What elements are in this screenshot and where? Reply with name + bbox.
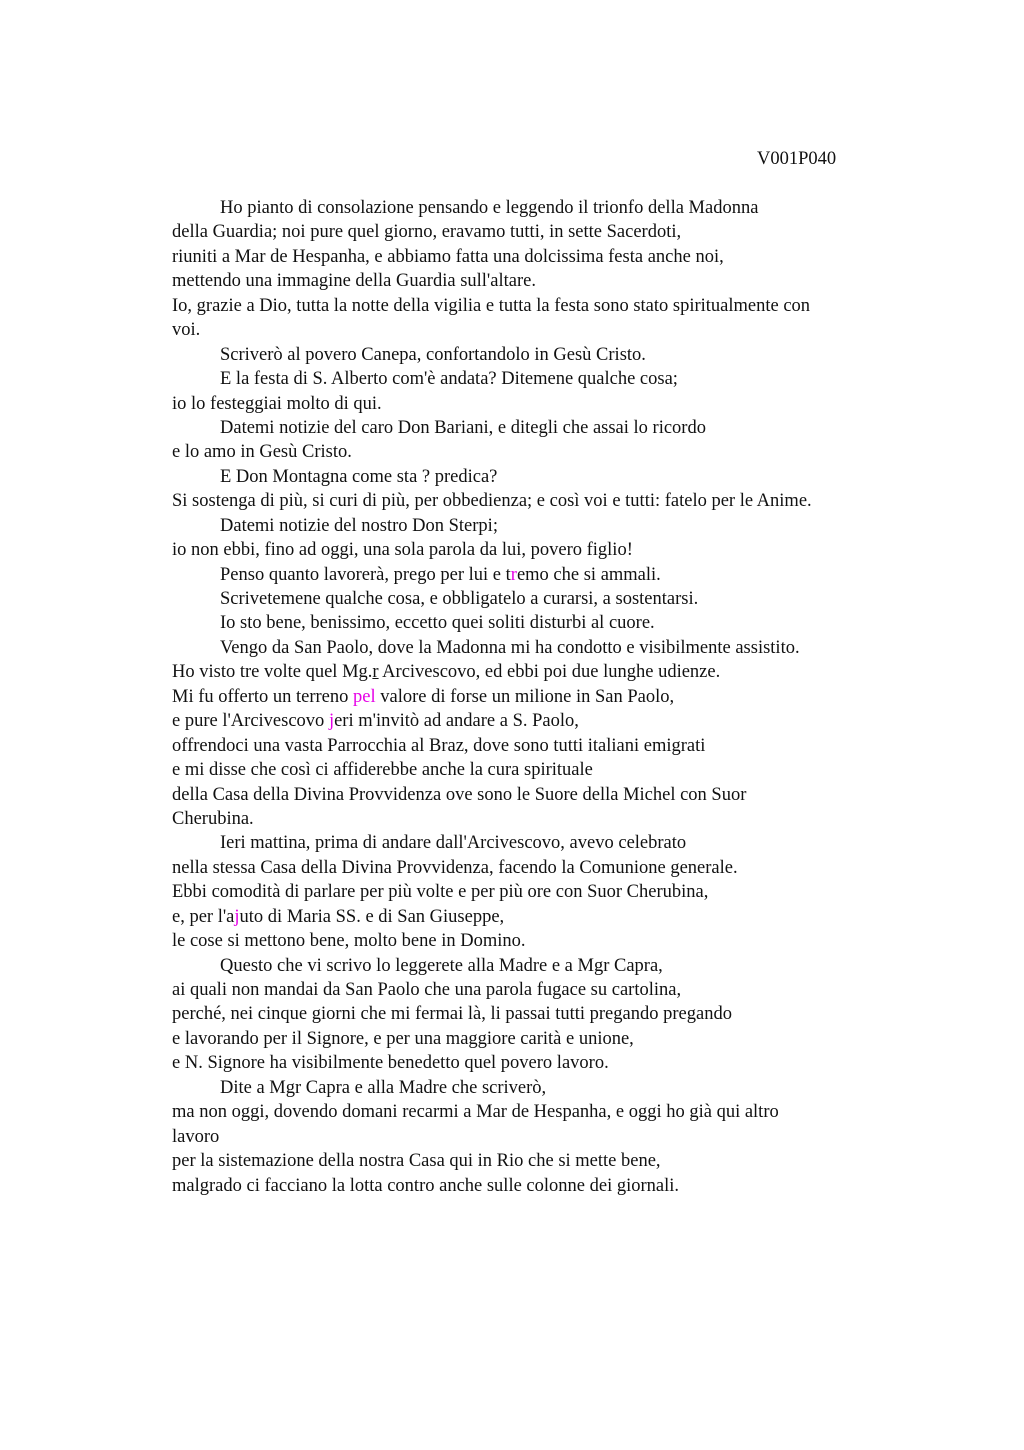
text-segment: Vengo da San Paolo, dove la Madonna mi ha condotto e visibilmente assistito.	[220, 637, 800, 658]
text-segment: Datemi notizie del caro Don Bariani, e ditegli che assai lo ricordo	[220, 417, 706, 438]
text-line	[172, 636, 902, 660]
text-line	[172, 587, 902, 611]
text-line	[172, 1125, 902, 1149]
text-segment: e, per l'a	[172, 906, 235, 927]
text-segment: Io, grazie a Dio, tutta la notte della vigilia e tutta la festa sono stato spiritualmente con	[172, 295, 811, 316]
text-segment: ma non oggi, dovendo domani recarmi a Mar de Hespanha, e oggi ho già qui altro	[172, 1102, 779, 1123]
text-segment: e N. Signore ha visibilmente benedetto quel povero lavoro.	[172, 1053, 609, 1074]
text-segment: voi.	[172, 320, 201, 341]
text-segment: riuniti a Mar de Hespanha, e abbiamo fatta una dolcissima festa anche noi,	[172, 246, 724, 267]
text-segment: ai quali non mandai da San Paolo che una parola fugace su cartolina,	[172, 980, 682, 1000]
text-line	[172, 685, 902, 709]
text-line	[172, 538, 902, 562]
text-line	[172, 318, 902, 342]
text-line	[172, 1076, 902, 1100]
text-segment: eri m'invitò ad andare a S. Paolo,	[334, 711, 579, 732]
text-segment: nella stessa Casa della Divina Provvidenza, facendo la Comunione generale.	[172, 857, 738, 878]
text-segment: Dite a Mgr Capra e alla Madre che scriverò,	[220, 1077, 547, 1098]
text-line	[172, 563, 902, 587]
text-segment: Ho pianto di consolazione pensando e leggendo il trionfo della Madonna	[220, 198, 759, 218]
text-segment: Ebbi comodità di parlare per più volte e per più ore con Suor Cherubina,	[172, 882, 709, 903]
text-segment: e lo amo in Gesù Cristo.	[172, 442, 352, 463]
text-line	[172, 245, 902, 269]
text-segment: E la festa di S. Alberto com'è andata? Ditemene qualche cosa;	[220, 369, 678, 390]
text-line	[172, 343, 902, 367]
text-segment: Penso quanto lavorerà, prego per lui e t	[220, 564, 511, 585]
text-segment: Scriverò al povero Canepa, confortandolo in Gesù Cristo.	[220, 344, 646, 365]
text-line	[172, 416, 902, 440]
text-line	[172, 758, 902, 782]
text-line	[172, 367, 902, 391]
text-line	[172, 440, 902, 464]
text-segment: malgrado ci facciano la lotta contro anche sulle colonne dei giornali.	[172, 1175, 680, 1196]
highlighted-correction: j	[328, 711, 335, 732]
text-line	[172, 611, 902, 635]
text-line	[172, 196, 902, 220]
text-segment: Io sto bene, benissimo, eccetto quei soliti disturbi al cuore.	[220, 613, 655, 634]
text-line	[172, 1002, 902, 1026]
text-line	[172, 1100, 902, 1124]
text-segment: E Don Montagna come sta ? predica?	[220, 466, 498, 487]
text-segment: uto di Maria SS. e di San Giuseppe,	[239, 906, 505, 927]
highlighted-correction: pel	[353, 686, 376, 707]
text-segment: io lo festeggiai molto di qui.	[172, 393, 382, 414]
text-segment: mettendo una immagine della Guardia sull'altare.	[172, 271, 536, 292]
text-segment: della Guardia; noi pure quel giorno, eravamo tutti, in sette Sacerdoti,	[172, 222, 682, 243]
text-segment: e pure l'Arcivescovo	[172, 711, 329, 732]
text-line	[172, 220, 902, 244]
page-id: V001P040	[757, 149, 837, 169]
text-segment: offrendoci una vasta Parrocchia al Braz, dove sono tutti italiani emigrati	[172, 735, 706, 756]
text-line	[172, 978, 902, 1002]
text-line	[172, 1174, 902, 1198]
text-segment: della Casa della Divina Provvidenza ove sono le Suore della Michel con Suor	[172, 784, 747, 805]
text-segment: perché, nei cinque giorni che mi fermai là, li passai tutti pregando pregando	[172, 1004, 732, 1025]
text-segment: Ho visto tre volte quel Mg.	[172, 662, 373, 683]
text-segment: le cose si mettono bene, molto bene in Domino.	[172, 931, 526, 952]
text-segment: Mi fu offerto un terreno	[172, 686, 354, 707]
text-line	[172, 269, 902, 293]
text-segment: Si sostenga di più, si curi di più, per obbedienza; e così voi e tutti: fatelo per le Anime.	[172, 491, 812, 512]
text-segment: Questo che vi scrivo lo leggerete alla Madre e a Mgr Capra,	[220, 955, 663, 976]
text-segment: e mi disse che così ci affiderebbe anche la cura spirituale	[172, 760, 593, 781]
text-segment: Arcivescovo, ed ebbi poi due lunghe udienze.	[378, 662, 721, 683]
highlighted-correction: j	[234, 906, 240, 927]
text-line	[172, 807, 902, 831]
text-line	[172, 709, 902, 733]
text-segment: lavoro	[172, 1126, 220, 1147]
text-segment: Scrivetemene qualche cosa, e obbligatelo a curarsi, a sostentarsi.	[220, 589, 699, 609]
text-segment: per la sistemazione della nostra Casa qui in Rio che si mette bene,	[172, 1151, 661, 1172]
text-segment: io non ebbi, fino ad oggi, una sola parola da lui, povero figlio!	[172, 540, 633, 561]
text-line	[172, 1027, 902, 1051]
text-line	[172, 465, 902, 489]
text-line	[172, 831, 902, 855]
underlined-abbreviation: r	[372, 662, 379, 683]
text-line	[172, 734, 902, 758]
text-line	[172, 856, 902, 880]
text-segment: Cherubina.	[172, 808, 254, 829]
text-segment: Ieri mattina, prima di andare dall'Arcivescovo, avevo celebrato	[220, 833, 687, 854]
text-line	[172, 1149, 902, 1173]
text-line	[172, 660, 902, 684]
highlighted-correction: r	[510, 564, 517, 585]
text-line	[172, 954, 902, 978]
text-segment: emo che si ammali.	[516, 564, 661, 585]
text-segment: e lavorando per il Signore, e per una maggiore carità e unione,	[172, 1028, 634, 1049]
text-line	[172, 392, 902, 416]
text-line	[172, 514, 902, 538]
text-segment: Datemi notizie del nostro Don Sterpi;	[220, 515, 498, 536]
text-line	[172, 294, 902, 318]
text-line	[172, 1051, 902, 1075]
text-line	[172, 880, 902, 904]
text-line	[172, 905, 902, 929]
text-line	[172, 489, 902, 513]
text-segment: valore di forse un milione in San Paolo,	[375, 686, 675, 707]
text-line	[172, 929, 902, 953]
letter-body	[172, 196, 902, 1198]
text-line	[172, 783, 902, 807]
